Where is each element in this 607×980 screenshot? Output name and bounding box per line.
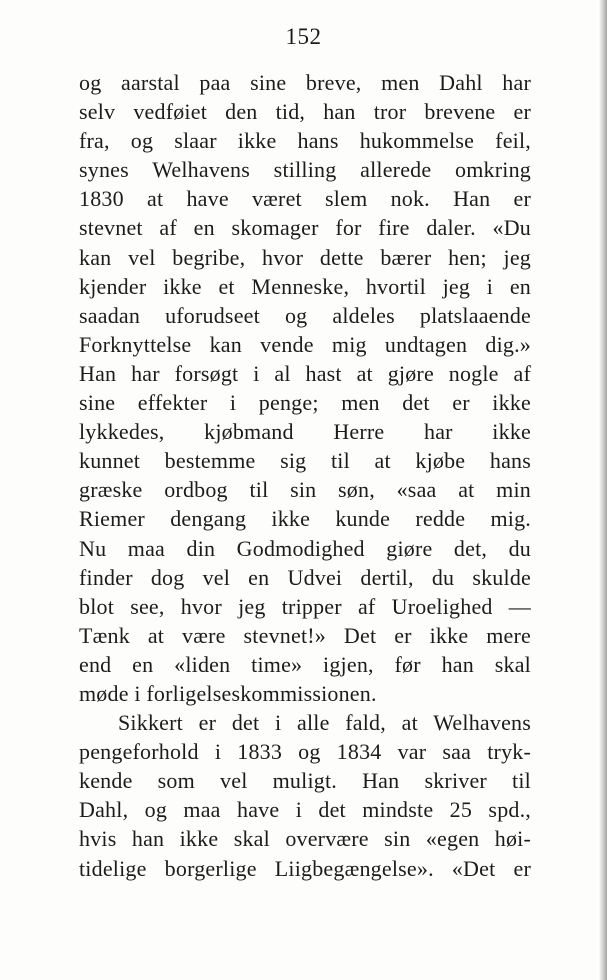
text-line: selv vedføiet den tid, han tror brevene er [79,99,531,125]
text-line: Dahl, og maa have i det mindste 25 spd., [79,797,531,823]
text-line: lykkedes, kjøbmand Herre har ikke [79,419,531,445]
text-line: møde i forligelseskommissionen. [79,680,377,706]
text-line: kunnet bestemme sig til at kjøbe hans [79,448,531,474]
text-line: fra, og slaar ikke hans hukommelse feil, [79,128,531,154]
text-line: blot see, hvor jeg tripper af Uroelighed — [79,593,531,619]
text-line: Tænk at være stevnet!» Det er ikke mere [79,622,531,648]
text-line: sine effekter i penge; men det er ikke [79,390,531,416]
text-line: Forknyttelse kan vende mig undtagen dig.» [79,331,531,357]
text-line: end en «liden time» igjen, før han skal [79,651,531,677]
text-line: 1830 at have været slem nok. Han er [79,186,531,212]
page-number: 152 [285,24,322,49]
body-text [79,68,531,883]
text-line: hvis han ikke skal overvære sin «egen høi- [79,826,531,852]
text-line: saadan uforudseet og aldeles platslaaende [79,302,531,328]
text-line: græske ordbog til sin søn, «saa at min [79,477,531,503]
text-line: stevnet af en skomager for fire daler. «Du [79,215,531,241]
text-line: finder dog vel en Udvei dertil, du skulde [79,564,531,590]
page-edge-shadow [599,0,607,980]
text-line: Riemer dengang ikke kunde redde mig. [79,506,531,532]
text-line: og aarstal paa sine breve, men Dahl har [79,70,531,95]
text-line: Nu maa din Godmodighed giøre det, du [79,535,531,561]
text-line: Sikkert er det i alle fald, at Welhavens [118,710,531,736]
text-line: kjender ikke et Menneske, hvortil jeg i en [79,273,531,299]
text-line: synes Welhavens stilling allerede omkring [79,157,531,183]
text-line: tidelige borgerlige Liigbegængelse». «Det er [79,855,531,881]
text-line: pengeforhold i 1833 og 1834 var saa tryk- [79,739,531,765]
text-line: kende som vel muligt. Han skriver til [79,768,531,794]
text-line: kan vel begribe, hvor dette bærer hen; jeg [79,244,531,270]
text-line: Han har forsøgt i al hast at gjøre nogle af [79,360,531,386]
